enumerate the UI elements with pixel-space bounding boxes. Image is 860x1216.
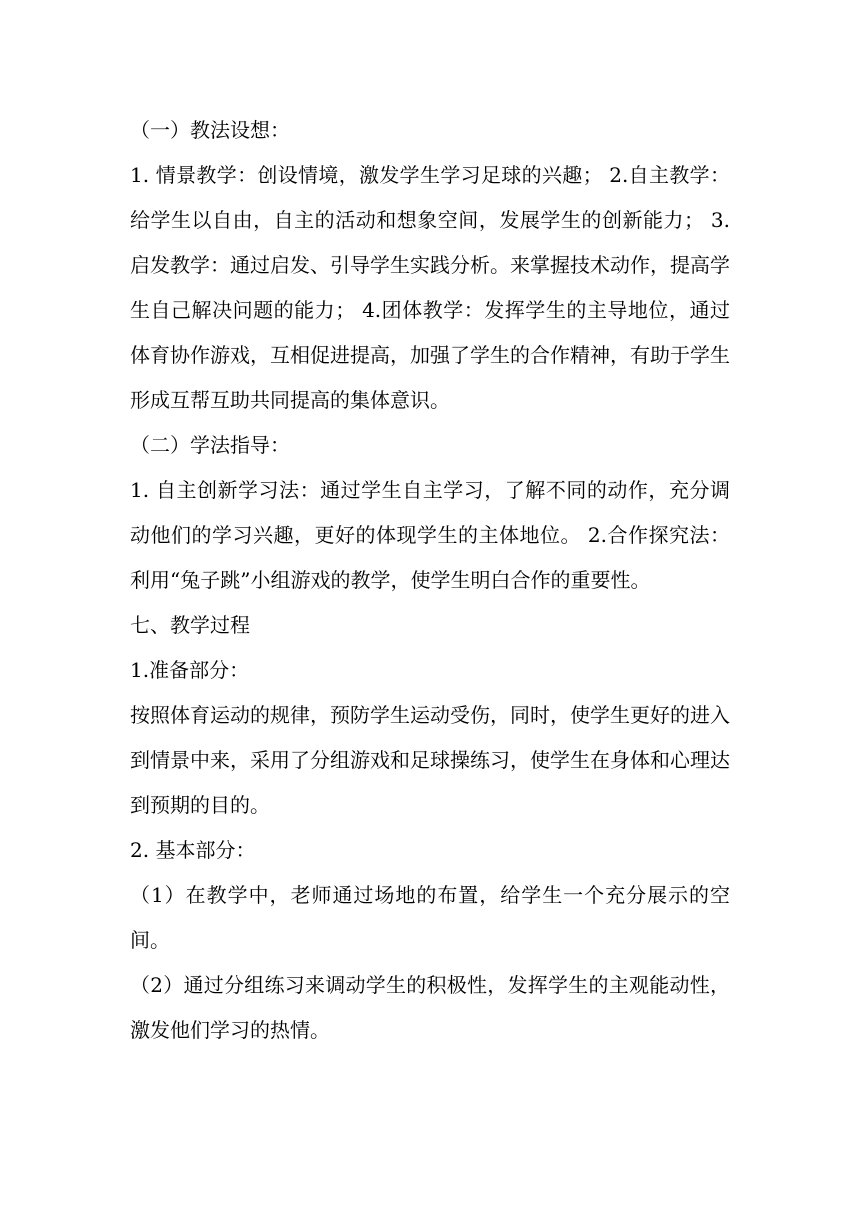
section-heading-teaching-method: （一）教法设想： bbox=[130, 118, 290, 142]
document-page bbox=[130, 108, 730, 1053]
section-heading-learning-guidance: （二）学法指导： bbox=[130, 433, 290, 457]
paragraph-teaching-method-list: 1. 情景教学：创设情境，激发学生学习足球的兴趣； 2.自主教学：给学生以自由，自主的活动和想象空间，发展学生的创新能力； 3.启发教学：通过启发、引导学生实践分析。来掌握技术动作，提高学生自己解决问题的能力； 4.团体教学：发挥学生的主导地位，通过体育协作游戏，互相促进提高，加强了学生的合作精神，有助于学生形成互帮互助共同提高的集体意识。 bbox=[130, 163, 730, 412]
paragraph-basic-item-1: （1）在教学中，老师通过场地的布置，给学生一个充分展示的空间。 bbox=[130, 883, 730, 952]
section-heading-teaching-process: 七、教学过程 bbox=[130, 613, 250, 637]
subheading-basic-part: 2. 基本部分： bbox=[130, 838, 256, 862]
paragraph-preparation: 按照体育运动的规律，预防学生运动受伤，同时，使学生更好的进入到情景中来，采用了分组游戏和足球操练习，使学生在身体和心理达到预期的目的。 bbox=[130, 703, 730, 817]
subheading-preparation: 1.准备部分： bbox=[130, 658, 250, 682]
paragraph-basic-item-2: （2）通过分组练习来调动学生的积极性，发挥学生的主观能动性，激发他们学习的热情。 bbox=[130, 973, 730, 1042]
paragraph-learning-method-list: 1. 自主创新学习法：通过学生自主学习，了解不同的动作，充分调动他们的学习兴趣，更好的体现学生的主体地位。 2.合作探究法：利用“兔子跳”小组游戏的教学，使学生明白合作的重要性。 bbox=[130, 478, 730, 592]
